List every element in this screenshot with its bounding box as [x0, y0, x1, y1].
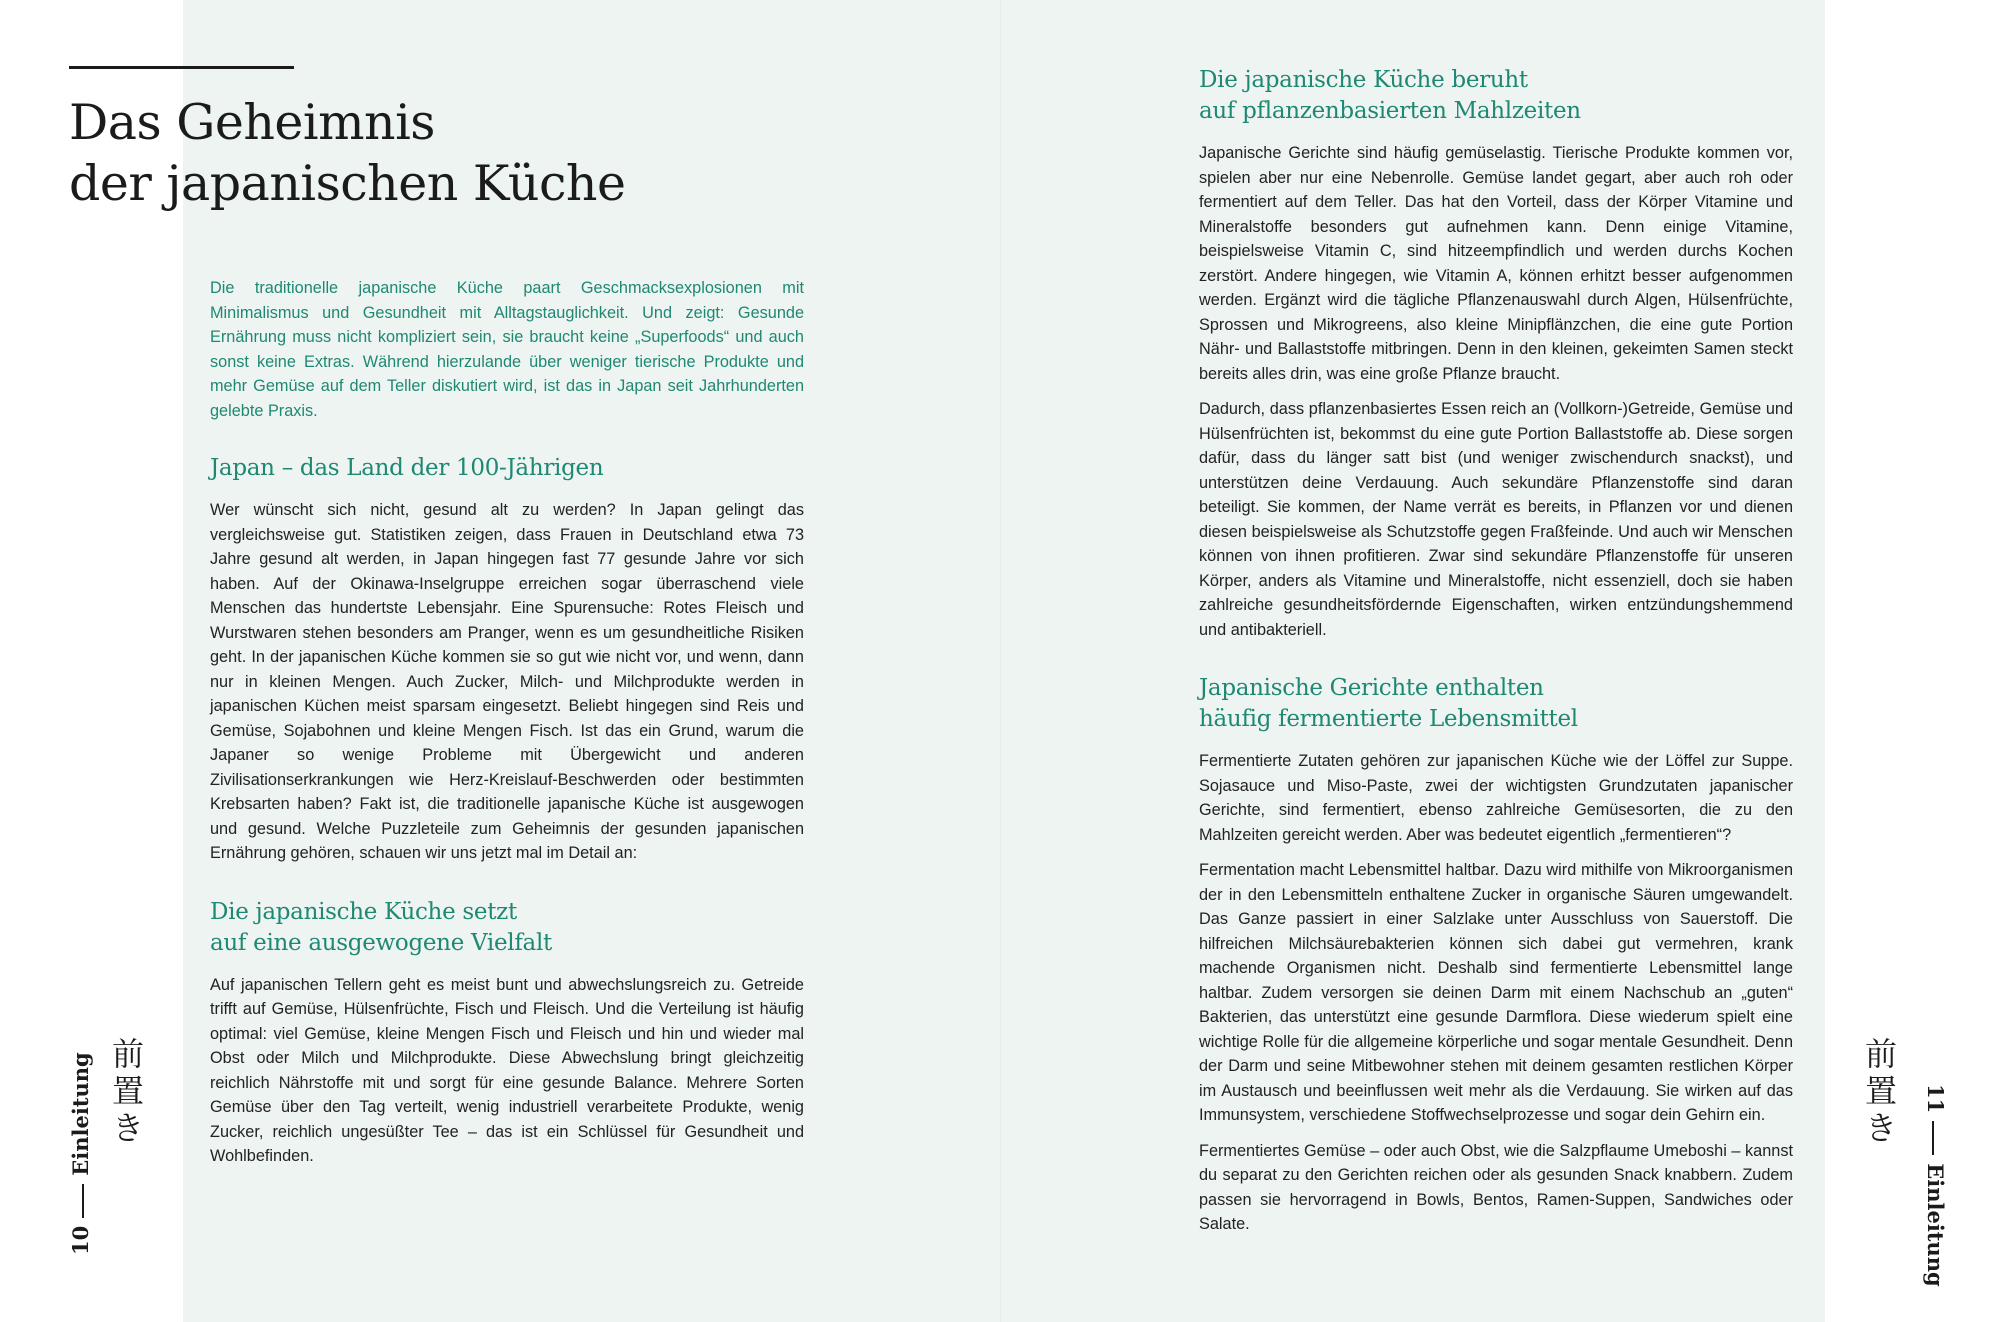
section-heading-line: auf eine ausgewogene Vielfalt: [210, 929, 552, 956]
section-heading-line: Japanische Gerichte enthalten: [1199, 675, 1544, 701]
section-heading-line: Die japanische Küche setzt: [210, 898, 517, 925]
section-heading-pflanzen: [1199, 65, 1793, 127]
page-number: 11: [1923, 1084, 1948, 1114]
page-title: [69, 92, 769, 214]
chapter-label: Einleitung: [1923, 1163, 1948, 1287]
japanese-char: 置: [111, 1072, 144, 1110]
body-paragraph: Auf japanischen Tellern geht es meist bunt und abwechslungsreich zu. Getreide trifft auf Gemüse, Hülsenfrüchte, Fisch und Fleisch. Und die Verteilung ist häufig optimal: viel Gemüse, kleine Mengen Fisch und Fleisch und hin und wieder mal Obst oder Milch und Milchprodukte. Diese Abwechslung bringt gleichzeitig reichlich Nährstoffe mit und sorgt für eine gesunde Balance. Mehrere Sorten Gemüse über den Tag verteilt, wenig industriell verarbeitete Produkte, wenig Zucker, reichlich ungesüßter Tee – das ist ein Schlüssel für Gesundheit und Wohlbefinden.: [210, 975, 804, 1165]
section-heading-line: häufig fermentierte Lebensmittel: [1199, 706, 1578, 732]
title-rule: [69, 66, 294, 69]
section-heading-line: Japan – das Land der 100-Jährigen: [210, 455, 604, 481]
left-text-column: [210, 276, 804, 1180]
japanese-char: 前: [1864, 1035, 1897, 1073]
section-heading-japan-100: [210, 453, 804, 484]
page-number: 10: [68, 1225, 93, 1255]
section-heading-line: auf pflanzenbasierten Mahlzeiten: [1199, 98, 1581, 124]
page-title-line-2: der japanischen Küche: [69, 155, 626, 212]
body-paragraph: Wer wünscht sich nicht, gesund alt zu werden? In Japan gelingt das vergleichsweise gut. Statistiken zeigen, dass Frauen in Deutschland etwa 73 Jahre gesund alt werden, in Japan hingegen fast 77 gesunde Jahre vor sich haben. Auf der Okinawa-Inselgruppe erreichen sogar überraschend viele Menschen das hundertste Lebensjahr. Eine Spurensuche: Rotes Fleisch und Wurstwaren stehen besonders am Pranger, wenn es um gesundheitliche Risiken geht. In der japanischen Küche kommen sie so gut wie nicht vor, und wenn, dann nur in kleinen Mengen. Auch Zucker, Milch- und Milchprodukte werden in japanischen Küchen meist sparsam eingesetzt. Beliebt hingegen sind Reis und Gemüse, Sojabohnen und kleine Mengen Fisch. Ist das ein Grund, warum die Japaner so wenige Probleme mit Übergewicht und anderen Zivilisationserkrankungen wie Herz-Kreislauf-Beschwerden oder bestimmten Krebsarten haben? Fakt ist, die traditionelle japanische Küche ist ausgewogen und gesund. Welche Puzzleteile zum Geheimnis der gesunden japanischen Ernährung gehören, schauen wir uns jetzt mal im Detail an:: [210, 501, 804, 862]
right-text-column: [1199, 65, 1793, 1248]
japanese-char: き: [1864, 1109, 1897, 1147]
section-heading-line: Die japanische Küche beruht: [1199, 67, 1528, 93]
section-heading-vielfalt: [210, 897, 804, 959]
section-heading-fermentiert: [1199, 673, 1793, 735]
japanese-char: 前: [111, 1035, 144, 1073]
lead-paragraph: Die traditionelle japanische Küche paart Geschmacksexplosionen mit Minimalismus und Gesundheit mit Alltagstauglichkeit. Und zeigt: Gesunde Ernährung muss nicht kompliziert sein, sie braucht keine „Superfoods“ und auch sonst keine Extras. Während hierzulande über weniger tierische Produkte und mehr Gemüse auf dem Teller diskutiert wird, ist das in Japan seit Jahrhunderten gelebte Praxis.: [210, 279, 804, 420]
body-paragraph: Fermentierte Zutaten gehören zur japanischen Küche wie der Löffel zur Suppe. Sojasauce und Miso-Paste, zwei der wichtigsten Grundzutaten japanischer Gerichte, sind fermentiert, ebenso zahlreiche Gemüsesorten, die zu den Mahlzeiten gereicht werden. Aber was bedeutet eigentlich „fermentieren“?: [1199, 752, 1793, 844]
japanese-chapter-mark-left: [108, 1036, 148, 1147]
folio-dash: [82, 1184, 84, 1218]
body-paragraph: Fermentiertes Gemüse – oder auch Obst, wie die Salzpflaume Umeboshi – kannst du separat zu den Gerichten reichen oder als gesunden Snack knabbern. Zudem passen sie hervorragend in Bowls, Bentos, Ramen-Suppen, Sandwiches oder Salate.: [1199, 1141, 1793, 1233]
page-folio-right: [1923, 1084, 1948, 1287]
body-paragraph: Fermentation macht Lebensmittel haltbar. Dazu wird mithilfe von Mikroorganismen der in den Lebensmitteln enthaltene Zucker in organische Säuren umgewandelt. Das Ganze passiert in einer Salzlake unter Ausschluss von Sauerstoff. Die hilfreichen Milchsäurebakterien können sich dabei gut vermehren, krank machende Organismen nicht. Deshalb sind fermentierte Lebensmittel lange haltbar. Zudem versorgen sie deinen Darm mit einem Nachschub an „guten“ Bakterien, das unterstützt eine gesunde Darmflora. Diese wiederum spielt eine wichtige Rolle für die allgemeine körperliche und sogar mentale Gesundheit. Denn der Darm und seine Mitbewohner stehen mit deinem gesamten restlichen Körper im Austausch und beeinflussen weit mehr als die Verdauung. Sie wirken auf das Immunsystem, verschiedene Stoffwechselprozesse und sogar dein Gehirn ein.: [1199, 861, 1793, 1124]
page-title-line-1: Das Geheimnis: [69, 94, 435, 151]
folio-dash: [1933, 1121, 1935, 1155]
body-paragraph: Dadurch, dass pflanzenbasiertes Essen reich an (Vollkorn-)Getreide, Gemüse und Hülsenfrüchten ist, bekommst du eine gute Portion Ballaststoffe ab. Diese sorgen dafür, dass du länger satt bist (und weniger zwischendurch snackst), und unterstützen deine Verdauung. Auch sekundäre Pflanzenstoffe sind daran beteiligt. Sie kommen, der Name verrät es bereits, in Pflanzen vor und dienen diesen beispielsweise als Schutzstoffe gegen Fraßfeinde. Und auch wir Menschen können von ihnen profitieren. Zwar sind sekundäre Pflanzenstoffe für unseren Körper, anders als Vitamine und Mineralstoffe, nicht essenziell, doch sie haben zahlreiche gesundheitsfördernde Eigenschaften, wirken entzündungshemmend und antibakteriell.: [1199, 400, 1793, 639]
chapter-label: Einleitung: [68, 1052, 93, 1176]
japanese-chapter-mark-right: [1861, 1036, 1901, 1147]
book-spine: [1000, 0, 1001, 1322]
page-folio-left: [68, 1052, 93, 1255]
japanese-char: き: [111, 1109, 144, 1147]
japanese-char: 置: [1864, 1072, 1897, 1110]
body-paragraph: Japanische Gerichte sind häufig gemüselastig. Tierische Produkte kommen vor, spielen aber nur eine Nebenrolle. Gemüse landet gegart, aber auch roh oder fermentiert auf dem Teller. Das hat den Vorteil, dass der Körper Vitamine und Mineralstoffe besonders gut aufnehmen kann. Denn einige Vitamine, beispielsweise Vitamin C, sind hitzeempfindlich und werden durchs Kochen zerstört. Andere hingegen, wie Vitamin A, können erhitzt besser aufgenommen werden. Ergänzt wird die tägliche Pflanzenauswahl durch Algen, Hülsenfrüchte, Sprossen und Mikrogreens, also kleine Minipflänzchen, die eine gute Portion Nähr- und Ballaststoffe mitbringen. Denn in den kleinen, gekeimten Samen steckt bereits alles drin, was eine große Pflanze braucht.: [1199, 144, 1793, 383]
